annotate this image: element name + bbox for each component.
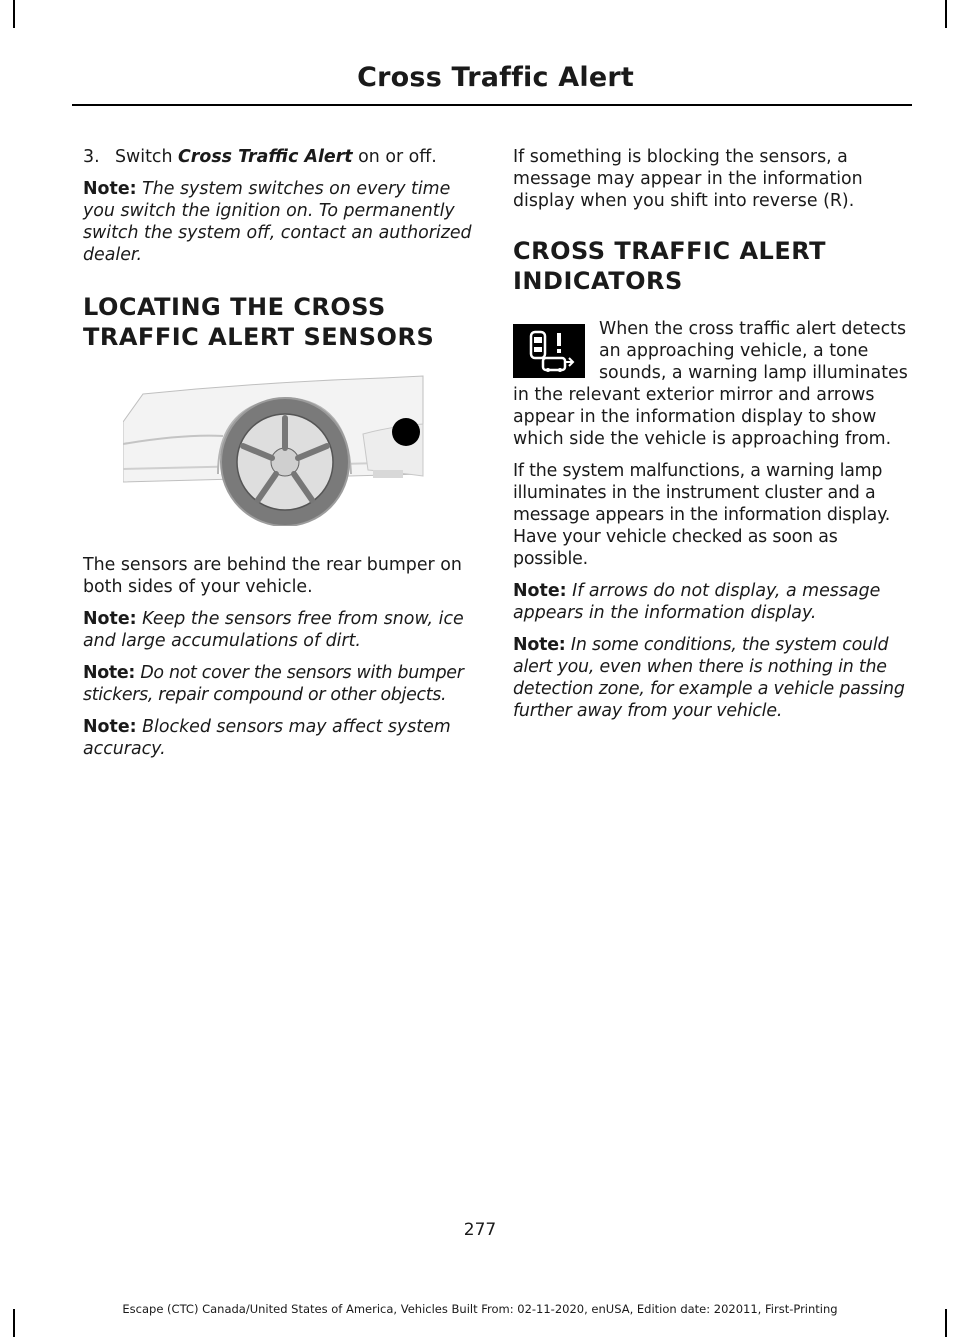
- heading-line-2: INDICATORS: [513, 267, 683, 295]
- rear-bumper-sensor-illustration: [123, 374, 433, 526]
- note-cover: [83, 662, 475, 706]
- note-snow: [83, 608, 475, 652]
- heading-line-1: CROSS TRAFFIC ALERT: [513, 237, 826, 265]
- blocked-sensor-message-text: If something is blocking the sensors, a message may appear in the information display when you shift into reverse (R).: [513, 147, 863, 211]
- vehicle-rear-image: [123, 374, 433, 526]
- footer-edition-info: Escape (CTC) Canada/United States of America, Vehicles Built From: 02-11-2020, enUSA, Edition date: 202011, First-Printing: [122, 1302, 838, 1316]
- header-divider: [72, 104, 912, 106]
- sensors-location-text: The sensors are behind the rear bumper on both sides of your vehicle.: [83, 555, 462, 597]
- section-heading-locating-sensors: [83, 292, 475, 352]
- section-heading-indicators: [513, 236, 908, 296]
- page-number: 277: [463, 1220, 497, 1240]
- note-text: In some conditions, the system could alert you, even when there is nothing in the detection zone, for example a vehicle passing further away from your vehicle.: [513, 635, 905, 721]
- step-suffix: on or off.: [358, 147, 437, 167]
- crop-mark-top-left: [13, 0, 15, 28]
- step-feature-name: Cross Traffic Alert: [178, 147, 353, 167]
- note-text: Blocked sensors may affect system accuracy.: [83, 717, 451, 759]
- note-label: Note:: [513, 635, 566, 655]
- sensor-marker-icon: [392, 418, 420, 446]
- step-number: 3.: [83, 147, 100, 167]
- step-prefix: Switch: [115, 147, 173, 167]
- note-ignition: [83, 178, 475, 266]
- crop-mark-top-right: [945, 0, 947, 28]
- note-label: Note:: [513, 581, 567, 601]
- note-text: Keep the sensors free from snow, ice and large accumulations of dirt.: [83, 609, 464, 651]
- indicator-block: [513, 318, 908, 450]
- cross-traffic-alert-warning-icon: [513, 324, 585, 378]
- malfunction-text: If the system malfunctions, a warning lamp illuminates in the instrument cluster and a message appears in the information display. Have your vehicle checked as soon as possible.: [513, 461, 891, 569]
- note-label: Note:: [83, 663, 136, 683]
- note-label: Note:: [83, 609, 137, 629]
- left-column: [83, 146, 475, 770]
- note-text: If arrows do not display, a message appears in the information display.: [513, 581, 881, 623]
- page-header-title: Cross Traffic Alert: [357, 62, 634, 93]
- note-blocked: [83, 716, 475, 760]
- note-false-alert: [513, 634, 908, 722]
- heading-line-1: LOCATING THE CROSS: [83, 293, 386, 321]
- right-column: [513, 146, 908, 732]
- note-label: Note:: [83, 717, 137, 737]
- note-label: Note:: [83, 179, 137, 199]
- step-3: [83, 146, 475, 168]
- heading-line-2: TRAFFIC ALERT SENSORS: [83, 323, 435, 351]
- note-text: Do not cover the sensors with bumper stickers, repair compound or other objects.: [83, 663, 464, 705]
- indicator-description-text: When the cross traffic alert detects an approaching vehicle, a tone sounds, a warning lamp illuminates in the relevant exterior mirror and arrows appear in the information display to show which side the vehicle is approaching from.: [513, 319, 908, 449]
- note-text: The system switches on every time you switch the ignition on. To permanently switch the system off, contact an authorized dealer.: [83, 179, 472, 265]
- note-arrows: [513, 580, 908, 624]
